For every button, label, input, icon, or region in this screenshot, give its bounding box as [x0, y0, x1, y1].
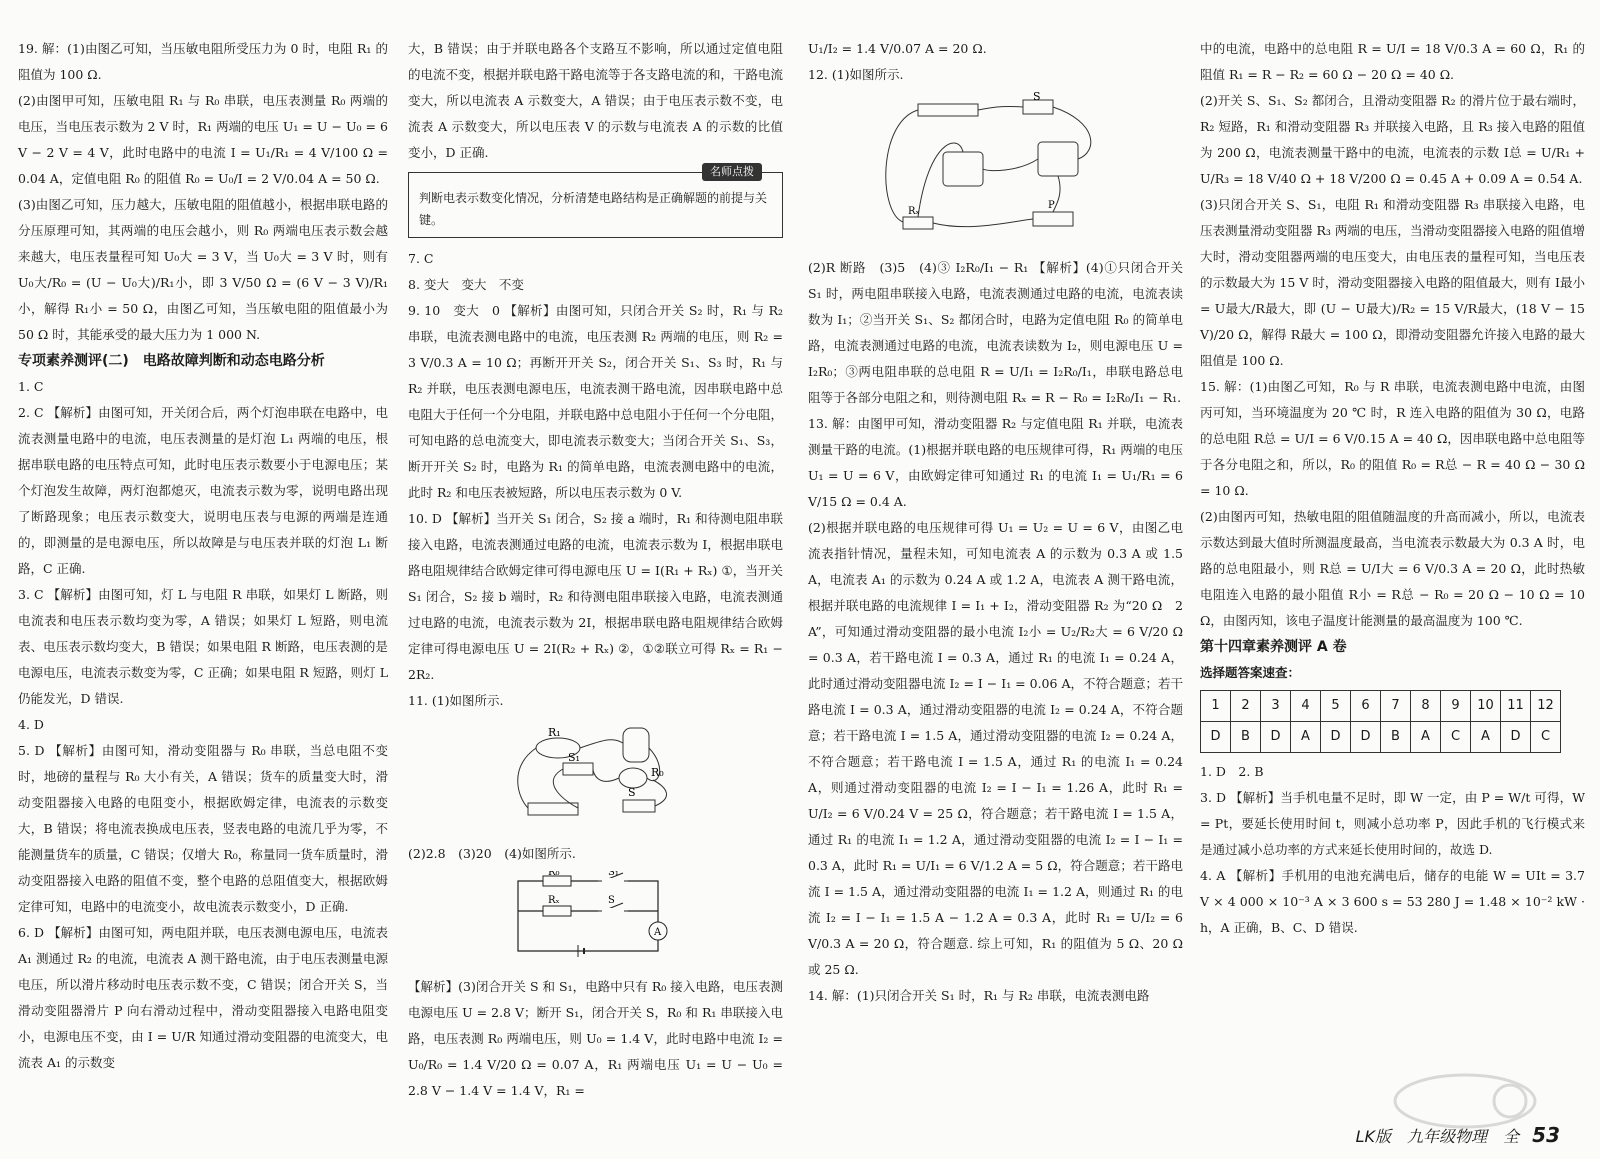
paragraph: 14. 解：(1)只闭合开关 S₁ 时，R₁ 与 R₂ 串联，电流表测电路 [808, 988, 1150, 1003]
tip-badge: 名师点拨 [702, 163, 762, 181]
column-2 [408, 36, 783, 1104]
fig-label: S [628, 786, 636, 799]
answer-table [1200, 690, 1561, 753]
table-cell: A [1411, 722, 1441, 753]
paragraph: 10. D 【解析】当开关 S₁ 闭合，S₂ 接 a 端时，R₁ 和待测电阻串联接入电路，电流表测通过电路的电流，电流表示数为 I，根据串联电路电阻规律结合欧姆定律可得电源电压 U = I(R₁ + Rₓ) ①，当开关 S₁ 闭合，S₂ 接 b 端时，R₂ 和待测电阻串联接入电路，电流表测通过电路的电流，电流表示数为 2I，根据串联电路电阻规律结合欧姆定律可得电源电压 U = 2I(R₂ + Rₓ) ②，①②联立可得 Rₓ = R₁ − 2R₂. [408, 511, 783, 682]
tip-text: 判断电表示数变化情况，分析清楚电路结构是正确解题的前提与关键。 [419, 191, 768, 227]
circuit-loop [518, 881, 658, 951]
paragraph: 8. 变大 变大 不变 [408, 277, 524, 292]
fig-label: R₀ [651, 766, 664, 779]
paragraph: 7. C [408, 251, 434, 266]
paragraph: U₁/I₂ = 1.4 V/0.07 A = 20 Ω. [808, 41, 987, 56]
table-cell: 8 [1411, 691, 1441, 722]
table-cell: C [1441, 722, 1471, 753]
voltmeter-image [943, 152, 983, 186]
switch-image [623, 800, 655, 812]
tip-box [408, 165, 783, 238]
table-cell: D [1321, 722, 1351, 753]
fig-label: R₀ [548, 871, 560, 878]
table-cell: 4 [1291, 691, 1321, 722]
fig-label: A [654, 927, 662, 938]
edition-label: LK版 九年级物理 全 [1355, 1127, 1520, 1146]
table-cell: A [1291, 722, 1321, 753]
paragraph: 大，B 错误；由于并联电路各个支路互不影响，所以通过定值电阻的电流不变，根据并联电路干路电流等于各支路电流的和，干路电流变大，所以电流表 A 示数变大，A 错误；由于电压表示数不变，电流表 A 示数变大，所以电压表 V 的示数与电流表 A 的示数的比值变小，D 正确. [408, 41, 784, 160]
table-row [1201, 691, 1561, 722]
paragraph: (2)R 断路 (3)5 (4)③ I₂R₀/I₁ − R₁ 【解析】(4)①只闭合开关 S₁ 时，两电阻串联接入电路，电流表测通过电路的电流，电流表读数为 I₁；②当开关 S₁、S₂ 都闭合时，电路为定值电阻 R₀ 的简单电路，电流表测通过电路的电流，电流表读数为 I₂，则电源电压 U = I₂R₀；③两电阻串联的总电阻 R = U/I₁ = I₂R₀/I₁，串联电路总电阻等于各部分电阻之和，则待测电阻 Rₓ = R − R₀ = I₂R₀/I₁ − R₁. [808, 260, 1183, 405]
paragraph: 1. C [18, 379, 44, 394]
table-cell: 10 [1471, 691, 1501, 722]
paragraph: 13. 解：由图甲可知，滑动变阻器 R₂ 与定值电阻 R₁ 并联，电流表测量干路的电流。(1)根据并联电路的电压规律可得，R₁ 两端的电压 U₁ = U = 6 V，由欧姆定律可知通过 R₁ 的电流 I₁ = U₁/R₁ = 6 V/15 Ω = 0.4 A. [808, 416, 1183, 509]
fig-label: S₁ [568, 751, 580, 764]
paragraph: 19. 解：(1)由图乙可知，当压敏电阻所受压力为 0 时，电阻 R₁ 的阻值为 100 Ω. [18, 41, 388, 82]
paragraph: 中的电流，电路中的总电阻 R = U/I = 18 V/0.3 A = 60 Ω，R₁ 的阻值 R₁ = R − R₂ = 60 Ω − 20 Ω = 40 Ω. [1200, 41, 1585, 82]
paragraph: (2)2.8 (3)20 (4)如图所示. [408, 846, 576, 861]
paragraph: (2)根据并联电路的电压规律可得 U₁ = U₂ = U = 6 V，由图乙电流表指针情况，量程未知，可知电流表 A 的示数为 0.3 A 或 1.5 A，电流表 A₁ 的示数为 0.24 A 或 1.2 A，电流表 A 测干路电流，根据并联电路的电流规律 I = I₁ + I₂，滑动变阻器 R₂ 为“20 Ω 2 A”，可知通过滑动变阻器的最小电流 I₂小 = U₂/R₂大 = 6 V/20 Ω = 0.3 A，若干路电流 I = 0.3 A，通过 R₁ 的电流 I₁ = 0.24 A，此时通过滑动变阻器电流 I₂ = I − I₁ = 0.06 A，不符合题意；若干路电流 I = 0.3 A，通过滑动变阻器的电流 I₂ = 0.24 A，不符合题意；若干路电流 I = 1.5 A，通过滑动变阻器的电流 I₂ = 0.24 A，不符合题意；若干路电流 I = 1.5 A，通过 R₁ 的电流 I₁ = 0.24 A，则通过滑动变阻器的电流 I₂ = I − I₁ = 1.26 A，此时 R₁ = U/I₂ = 6 V/0.24 V = 25 Ω，符合题意；若干路电流 I = 1.5 A，通过 R₁ 的电流 I₁ = 1.2 A，通过滑动变阻器的电流 I₂ = I − I₁ = 0.3 A，此时 R₁ = U/I₁ = 6 V/1.2 A = 5 Ω，符合题意；若干路电流 I = 1.5 A，通过滑动变阻器的电流 I₁ = 1.2 A，则通过 R₁ 的电流 I₂ = I − I₁ = 1.5 A − 1.2 A = 0.3 A，此时 R₁ = U/I₂ = 6 V/0.3 A = 20 Ω，符合题意. 综上可知，R₁ 的阻值为 5 Ω、20 Ω 或 25 Ω. [808, 520, 1183, 977]
circuit-figure-3 [808, 92, 1183, 251]
table-cell: 7 [1381, 691, 1411, 722]
fig-label: S [608, 895, 615, 906]
paragraph: 12. (1)如图所示. [808, 67, 904, 82]
table-cell: 2 [1231, 691, 1261, 722]
fig-label: S [1033, 92, 1041, 103]
resistor-symbol [543, 906, 571, 916]
table-cell: 3 [1261, 691, 1291, 722]
table-cell: B [1381, 722, 1411, 753]
paragraph: 4. D [18, 717, 44, 732]
paragraph: (3)只闭合开关 S、S₁，电阻 R₁ 和滑动变阻器 R₃ 串联接入电路，电压表测量滑动变阻器 R₃ 两端的电压，当滑动变阻器接入电路的阻值增大时，滑动变阻器两端的电压变大，由电压表的量程可知，当电压表的示数最大为 15 V 时，滑动变阻器接入电路的阻值最大，则有 I最小 = U最大/R最大，即 (U − U最大)/R₂ = 15 V/R最大，(18 V − 15 V)/20 Ω，解得 R最大 = 100 Ω，即滑动变阻器允许接入电路的最大阻值是 100 Ω. [1200, 197, 1585, 368]
rheostat-image [1033, 212, 1073, 226]
table-cell: D [1501, 722, 1531, 753]
section-title: 专项素养测评(二) 电路故障判断和动态电路分析 [18, 353, 325, 369]
paragraph: (2)由图丙可知，热敏电阻的阻值随温度的升高而减小，所以，电流表示数达到最大值时所测温度最高，当电流表示数最大为 0.3 A 时，电路的总电阻最小，则 R总 = U/I大 = 6 V/0.3 A = 20 Ω，此时热敏电阻连入电路的最小阻值 R小 = R总 − R₀ = 20 Ω − 10 Ω = 10 Ω，由图丙知，该电子温度计能测量的最高温度为 100 ℃. [1200, 509, 1585, 628]
paragraph: 【解析】(3)闭合开关 S 和 S₁，电路中只有 R₀ 接入电路，电压表测电源电压 U = 2.8 V；断开 S₁，闭合开关 S，R₀ 和 R₁ 串联接入电路，电压表测 R₀ 两端电压，则 U₀ = 1.4 V，此时电路中电流 I₂ = U₀/R₀ = 1.4 V/20 Ω = 0.07 A，R₁ 两端电压 U₁ = U − U₀ = 2.8 V − 1.4 V = 1.4 V，R₁ = [408, 979, 783, 1098]
table-cell: 12 [1531, 691, 1561, 722]
fig-label: R₁ [548, 726, 561, 739]
meter-image [623, 728, 649, 762]
fig-label: Rₓ [548, 895, 560, 906]
paragraph: 3. C 【解析】由图可知，灯 L 与电阻 R 串联，如果灯 L 断路，则电流表和电压表示数均变为零，A 错误；如果灯 L 短路，则电流表、电压表示数均变大，B 错误；如果电阻 R 断路，电压表测的是电源电压，电流表示数变为零，C 正确；如果电阻 R 短路，则灯 L 仍能发光，D 错误. [18, 587, 388, 706]
table-caption: 选择题答案速查： [1200, 665, 1301, 680]
circuit-diagram-2 [408, 871, 783, 970]
resistor-image [903, 217, 933, 229]
fig-label: Rₓ [908, 206, 920, 217]
fig-label: P [1048, 200, 1055, 211]
paragraph: 15. 解：(1)由图乙可知，R₀ 与 R 串联，电流表测电路中电流，由图丙可知，当环境温度为 20 ℃ 时，R 连入电路的阻值为 30 Ω，电路的总电阻 R总 = U/I = 6 V/0.15 A = 40 Ω，因串联电路中总电阻等于各分电阻之和，所以，R₀ 的阻值 R₀ = R总 − R = 40 Ω − 30 Ω = 10 Ω. [1200, 379, 1585, 498]
battery-image [918, 104, 978, 116]
column-4 [1200, 36, 1585, 941]
table-cell: B [1231, 722, 1261, 753]
paragraph: 4. A 【解析】手机用的电池充满电后，储存的电能 W = UIt = 3.7 V × 4 000 × 10⁻³ A × 3 600 s = 53 280 J = 1.48 × 10⁻² kW · h，A 正确，B、C、D 错误. [1200, 868, 1585, 935]
table-row [1201, 722, 1561, 753]
paragraph: 1. D 2. B [1200, 764, 1264, 779]
table-cell: D [1261, 722, 1291, 753]
paragraph: 6. D 【解析】由图可知，两电阻并联，电压表测电源电压，电流表 A₁ 测通过 R₂ 的电流，电流表 A 测干路电流，由于电压表测量电源电压，所以滑片移动时电压表示数不变，C 错误；闭合开关 S，当滑动变阻器滑片 P 向右滑动过程中，滑动变阻器接入电路电阻变小，电源电压不变，由 I = U/R 知通过滑动变阻器的电流变大，电流表 A₁ 的示数变 [18, 925, 388, 1070]
paragraph: 11. (1)如图所示. [408, 693, 504, 708]
table-cell: 5 [1321, 691, 1351, 722]
watermark-logo [1390, 1071, 1540, 1131]
table-cell: 1 [1201, 691, 1231, 722]
resistor-image [619, 768, 647, 788]
column-1 [18, 36, 388, 1076]
table-cell: D [1351, 722, 1381, 753]
page-footer [1356, 1123, 1560, 1147]
paragraph: (2)开关 S、S₁、S₂ 都闭合，且滑动变阻器 R₂ 的滑片位于最右端时，R₂ 短路，R₁ 和滑动变阻器 R₃ 并联接入电路，且 R₃ 接入电路的阻值为 200 Ω，电流表测量干路中的电流，电流表的示数 I总 = U/R₁ + U/R₃ = 18 V/40 Ω + 18 V/200 Ω = 0.45 A + 0.09 A = 0.54 A. [1200, 93, 1585, 186]
switch-image [563, 763, 593, 775]
fig-label: S₁ [608, 871, 619, 878]
column-3 [808, 36, 1183, 1009]
section-title: 第十四章素养测评 A 卷 [1200, 639, 1347, 655]
table-cell: 6 [1351, 691, 1381, 722]
table-cell: 9 [1441, 691, 1471, 722]
paragraph: (3)由图乙可知，压力越大，压敏电阻的阻值越小，根据串联电路的分压原理可知，其两端的电压会越小，则 R₀ 两端电压表示数会越来越大，电压表量程可知 U₀大 = 3 V，当 U₀大 = 3 V 时，则有 U₀大/R₀ = (U − U₀大)/R₁小，即 3 V/50 Ω = (6 V − 3 V)/R₁小，解得 R₁小 = 50 Ω，由图乙可知，当压敏电阻的阻值最小为 50 Ω 时，其能承受的最大压力为 1 000 N. [18, 197, 388, 342]
table-cell: 11 [1501, 691, 1531, 722]
table-cell: C [1531, 722, 1561, 753]
table-cell: A [1471, 722, 1501, 753]
paragraph: (2)由图甲可知，压敏电阻 R₁ 与 R₀ 串联，电压表测量 R₀ 两端的电压，当电压表示数为 2 V 时，R₁ 两端的电压 U₁ = U − U₀ = 6 V − 2 V = 4 V，此时电路中的电流 I = U₁/R₁ = 4 V/100 Ω = 0.04 A，定值电阻 R₀ 的阻值 R₀ = U₀/I = 2 V/0.04 A = 50 Ω. [18, 93, 388, 186]
circuit-figure-1 [408, 718, 783, 837]
paragraph: 3. D 【解析】当手机电量不足时，即 W 一定，由 P = W/t 可得，W = Pt，要延长使用时间 t，则减小总功率 P，因此手机的飞行模式来是通过减小总功率的方式来延长使用时间的，故选 D. [1200, 790, 1585, 857]
battery-image [528, 803, 578, 815]
wire [518, 740, 667, 808]
paragraph: 2. C 【解析】由图可知，开关闭合后，两个灯泡串联在电路中，电流表测量电路中的电流，电压表测量的是灯泡 L₁ 两端的电压，根据串联电路的电压特点可知，此时电压表示数要小于电源电压；某个灯泡发生故障，两灯泡都熄灭，电流表示数为零，说明电路出现了断路现象；电压表示数变大，说明电压表与电源的两端是连通的，即测量的是电源电压，所以故障是与电压表并联的灯泡 L₁ 断路，C 正确. [18, 405, 388, 576]
paragraph: 5. D 【解析】由图可知，滑动变阻器与 R₀ 串联，当总电阻不变时，地磅的量程与 R₀ 大小有关，A 错误；货车的质量变大时，滑动变阻器接入电路的电阻变小，根据欧姆定律，电流表的示数变大，B 错误；将电流表换成电压表，竖表电路的电流几乎为零，不能测量货车的质量，C 错误；仅增大 R₀，称量同一货车质量时，滑动变阻器接入电路的阻值不变，整个电路的总阻值变大，根据欧姆定律可知，电路中的电流变小，故电流表示数变小，D 正确. [18, 743, 388, 914]
table-cell: D [1201, 722, 1231, 753]
page-number: 53 [1532, 1123, 1560, 1147]
ammeter-image [1038, 142, 1078, 176]
paragraph: 9. 10 变大 0 【解析】由图可知，只闭合开关 S₂ 时，R₁ 与 R₂ 串联，电流表测电路中的电流，电压表测 R₂ 两端的电压，则 R₂ = 3 V/0.3 A = 10 Ω；再断开开关 S₂，闭合开关 S₁、S₃ 时，R₁ 与 R₂ 并联，电压表测电源电压，电流表测干路电流，因串联电路中总电阻大于任何一个分电阻，并联电路中总电阻小于任何一个分电阻，可知电路的总电流变大，即电流表示数变大；当闭合开关 S₁、S₃，断开开关 S₂ 时，电路为 R₁ 的简单电路，电流表测电路中的电流，此时 R₂ 和电压表被短路，所以电压表示数为 0 V. [408, 303, 784, 500]
